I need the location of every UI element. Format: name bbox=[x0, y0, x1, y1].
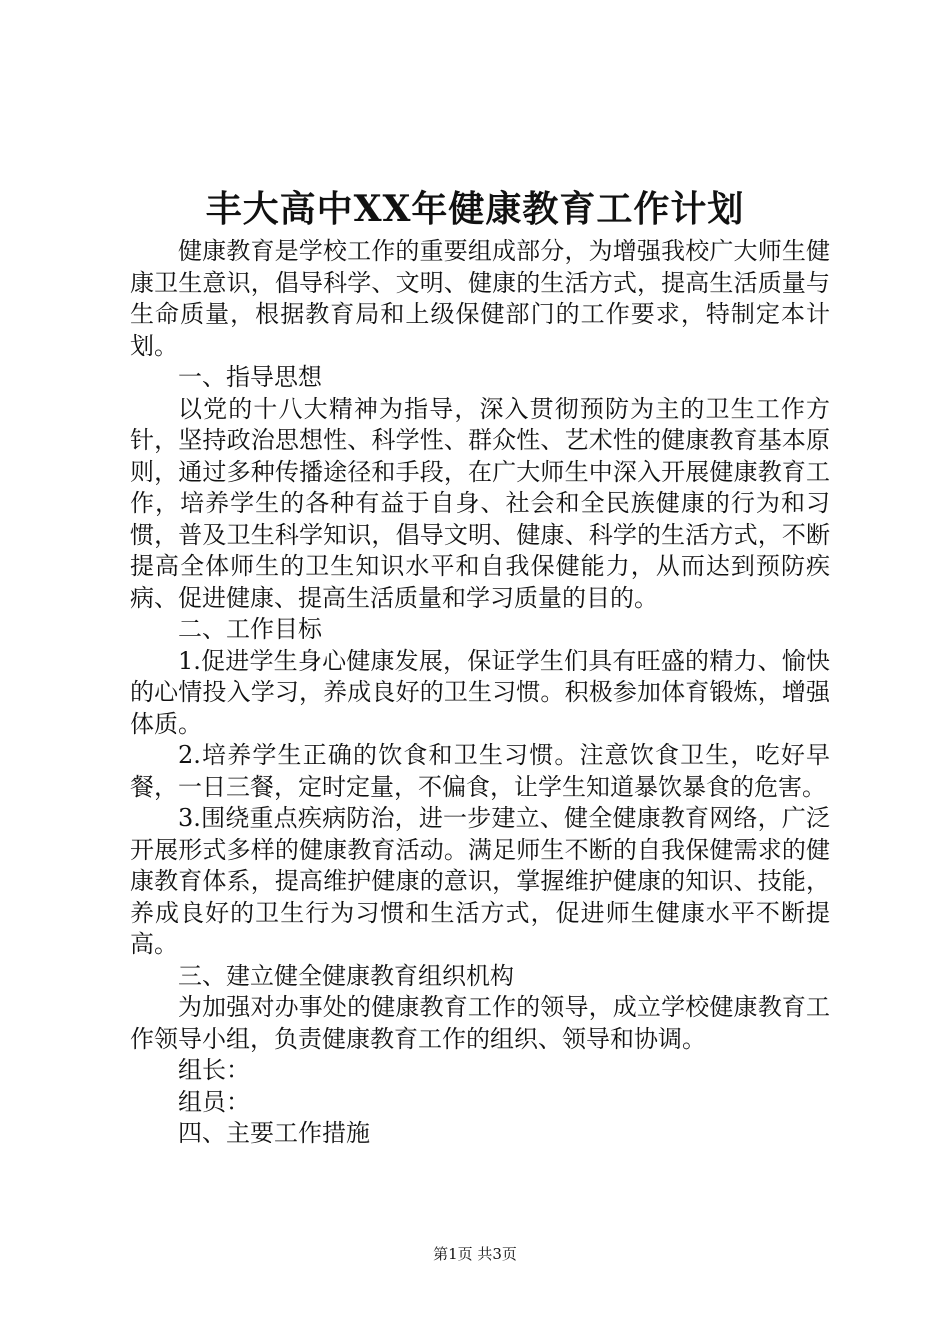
group-members-line: 组员： bbox=[178, 1087, 250, 1116]
work-goal-item-1: 1.促进学生身心健康发展，保证学生们具有旺盛的精力、愉快的心情投入学习，养成良好的卫生习惯。积极参加体育锻炼，增强体质。 bbox=[130, 646, 830, 738]
section-heading-work-goals: 二、工作目标 bbox=[178, 615, 322, 643]
section-heading-guiding-ideology: 一、指导思想 bbox=[178, 363, 322, 391]
section-heading-organization: 三、建立健全健康教育组织机构 bbox=[178, 961, 514, 990]
section-heading-main-measures: 四、主要工作措施 bbox=[178, 1119, 370, 1147]
document-title: 丰大高中XX年健康教育工作计划 bbox=[205, 188, 745, 230]
group-leader-line: 组长： bbox=[178, 1056, 250, 1084]
guiding-ideology-paragraph: 以党的十八大精神为指导，深入贯彻预防为主的卫生工作方针，坚持政治思想性、科学性、群众性、艺术性的健康教育基本原则，通过多种传播途径和手段，在广大师生中深入开展健康教育工作，培养学生的各种有益于自身、社会和全民族健康的行为和习惯，普及卫生科学知识，倡导文明、健康、科学的生活方式，不断提高全体师生的卫生知识水平和自我保健能力，从而达到预防疾病、促进健康、提高生活质量和学习质量的目的。 bbox=[130, 394, 830, 612]
page-footer: 第1页 共3页 bbox=[433, 1245, 517, 1263]
intro-paragraph: 健康教育是学校工作的重要组成部分，为增强我校广大师生健康卫生意识，倡导科学、文明、健康的生活方式，提高生活质量与生命质量，根据教育局和上级保健部门的工作要求，特制定本计划。 bbox=[130, 237, 830, 360]
organization-paragraph: 为加强对办事处的健康教育工作的领导，成立学校健康教育工作领导小组，负责健康教育工作的组织、领导和协调。 bbox=[130, 993, 830, 1053]
work-goal-item-2: 2.培养学生正确的饮食和卫生习惯。注意饮食卫生，吃好早餐，一日三餐，定时定量，不偏食，让学生知道暴饮暴食的危害。 bbox=[130, 741, 830, 801]
work-goal-item-3: 3.围绕重点疾病防治，进一步建立、健全健康教育网络，广泛开展形式多样的健康教育活动。满足师生不断的自我保健需求的健康教育体系，提高维护健康的意识，掌握维护健康的知识、技能，养成良好的卫生行为习惯和生活方式，促进师生健康水平不断提高。 bbox=[130, 804, 830, 958]
document-body bbox=[130, 236, 830, 1150]
